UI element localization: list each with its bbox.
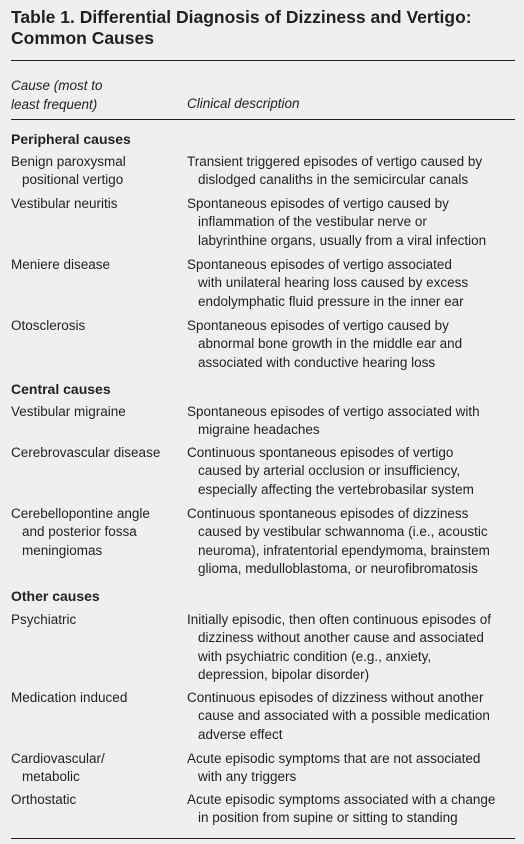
desc-line: neuroma), infratentorial ependymoma, brainstem [198, 542, 490, 558]
cause-line: Benign paroxysmal [11, 154, 126, 169]
desc-line: caused by vestibular schwannoma (i.e., acoustic [198, 524, 488, 540]
desc-line: dislodged canaliths in the semicircular canals [198, 172, 469, 188]
desc-line: associated with conductive hearing loss [198, 354, 436, 370]
desc-line: labyrinthine organs, usually from a viral infection [198, 232, 487, 248]
section-heading-central: Central causes [11, 381, 111, 397]
header-cause-line-1: Cause (most to [11, 78, 103, 93]
desc-line: Spontaneous episodes of vertigo caused by [187, 196, 449, 211]
row-cause [11, 256, 181, 274]
title-line-1: Table 1. Differential Diagnosis of Dizziness and Vertigo: [11, 7, 472, 27]
desc-line: endolymphatic fluid pressure in the inner ear [198, 293, 464, 309]
row-description [187, 317, 519, 372]
desc-line: Continuous spontaneous episodes of dizziness [187, 506, 469, 521]
row-cause [11, 444, 181, 462]
desc-line: with unilateral hearing loss caused by excess [198, 275, 469, 291]
row-description [187, 689, 519, 744]
desc-line: Acute episodic symptoms associated with a change [187, 792, 496, 807]
cause-line: meningiomas [22, 542, 103, 558]
row-description [187, 505, 519, 578]
cause-line: Orthostatic [11, 792, 77, 807]
cause-line: Cardiovascular/ [11, 751, 105, 766]
bottom-rule [11, 838, 515, 839]
cause-line: Psychiatric [11, 612, 77, 627]
row-description [187, 256, 519, 311]
desc-line: migraine headaches [198, 422, 320, 438]
cause-line: positional vertigo [22, 172, 124, 188]
cause-line: Vestibular neuritis [11, 196, 118, 211]
cause-line: Otosclerosis [11, 318, 86, 333]
header-cause-line-2: least frequent) [11, 96, 98, 112]
row-cause [11, 505, 181, 560]
top-rule [11, 60, 515, 61]
desc-line: dizziness without another cause and associated [198, 630, 484, 646]
desc-line: Acute episodic symptoms that are not associated [187, 751, 481, 766]
row-description [187, 195, 519, 250]
row-description [187, 611, 519, 684]
desc-line: caused by arterial occlusion or insufficiency, [198, 463, 461, 479]
desc-line: Spontaneous episodes of vertigo caused by [187, 318, 449, 333]
cause-line: Medication induced [11, 690, 128, 705]
row-cause [11, 750, 181, 787]
row-cause [11, 153, 181, 190]
desc-line: inflammation of the vestibular nerve or [198, 214, 427, 230]
cause-line: Cerebrovascular disease [11, 445, 161, 460]
desc-line: with any triggers [198, 769, 297, 785]
desc-line: depression, bipolar disorder) [198, 666, 370, 682]
cause-line: and posterior fossa [22, 524, 137, 540]
row-description [187, 403, 519, 440]
section-heading-other: Other causes [11, 588, 100, 604]
title-line-2: Common Causes [11, 28, 154, 48]
row-description [187, 153, 519, 190]
header-rule [11, 119, 515, 120]
desc-line: Transient triggered episodes of vertigo caused by [187, 154, 483, 169]
desc-line: glioma, medulloblastoma, or neurofibromatosis [198, 560, 478, 576]
row-description [187, 444, 519, 499]
row-cause [11, 791, 181, 809]
column-header-description: Clinical description [187, 96, 300, 111]
table-title [11, 7, 519, 49]
row-cause [11, 317, 181, 335]
desc-line: with psychiatric condition (e.g., anxiety, [198, 648, 432, 664]
desc-line: in position from supine or sitting to standing [198, 810, 458, 826]
row-cause [11, 195, 181, 213]
desc-line: adverse effect [198, 726, 283, 742]
cause-line: Cerebellopontine angle [11, 506, 150, 521]
desc-line: Spontaneous episodes of vertigo associated [187, 257, 452, 272]
row-description [187, 791, 519, 828]
row-cause [11, 689, 181, 707]
desc-line: Continuous spontaneous episodes of vertigo [187, 445, 454, 460]
desc-line: especially affecting the vertebrobasilar system [198, 481, 474, 497]
cause-line: metabolic [22, 769, 80, 785]
section-heading-peripheral: Peripheral causes [11, 131, 131, 147]
desc-line: Spontaneous episodes of vertigo associated with [187, 404, 480, 419]
desc-line: Initially episodic, then often continuous episodes of [187, 612, 491, 627]
desc-line: cause and associated with a possible medication [198, 708, 490, 724]
desc-line: abnormal bone growth in the middle ear and [198, 336, 463, 352]
desc-line: Continuous episodes of dizziness without another [187, 690, 484, 705]
cause-line: Meniere disease [11, 257, 111, 272]
row-cause [11, 611, 181, 629]
row-description [187, 750, 519, 787]
cause-line: Vestibular migraine [11, 404, 126, 419]
column-header-cause [11, 77, 171, 114]
row-cause [11, 403, 181, 421]
